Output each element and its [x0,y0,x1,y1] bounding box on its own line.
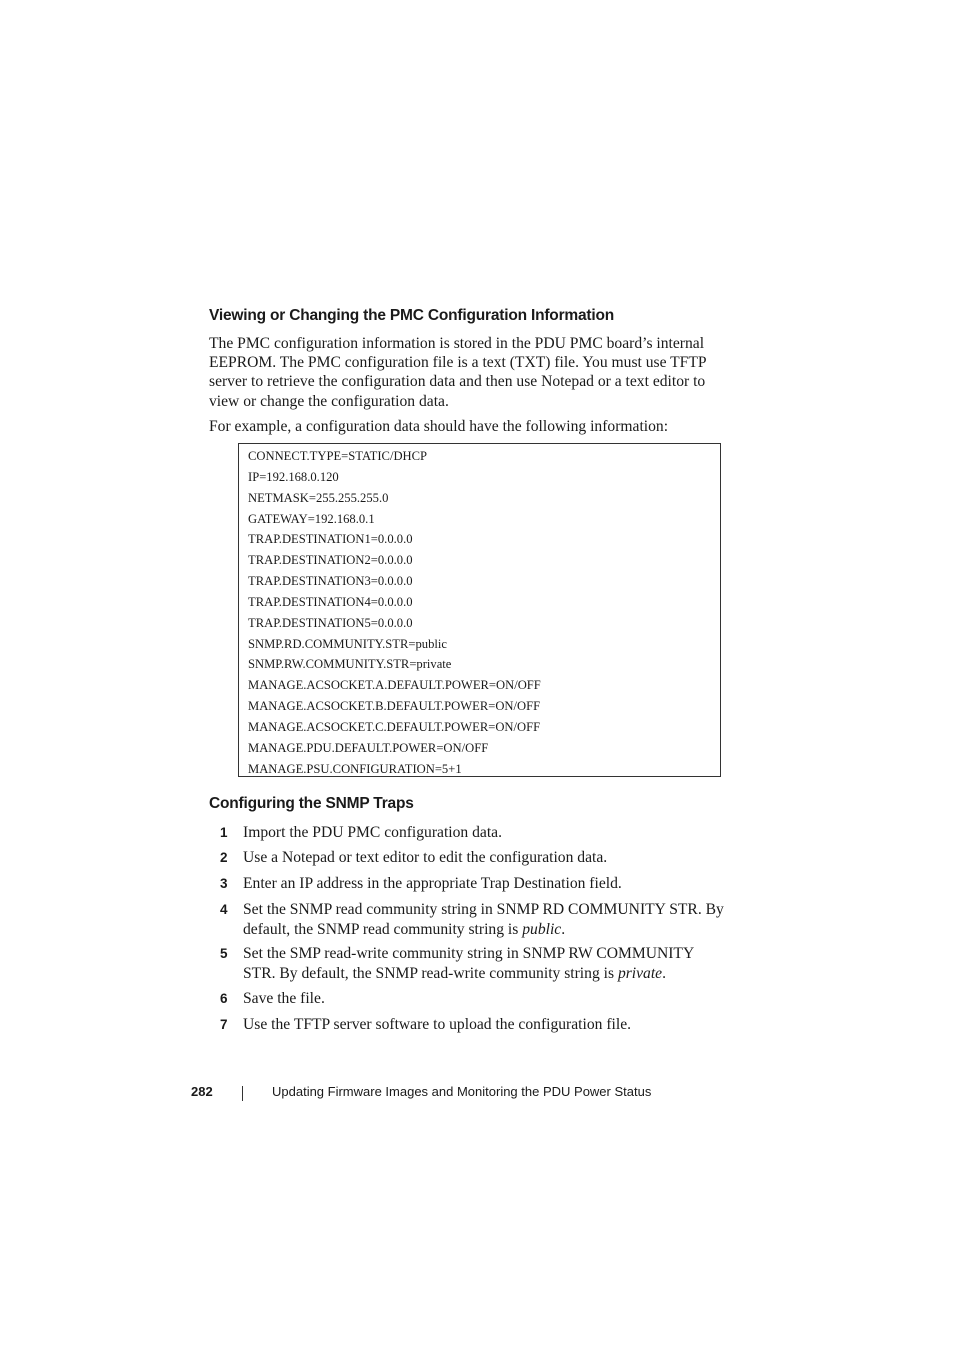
step-number: 1 [220,825,228,840]
config-line: TRAP.DESTINATION4=0.0.0.0 [248,594,413,609]
chapter-title: Updating Firmware Images and Monitoring the PDU Power Status [272,1084,652,1099]
config-line: MANAGE.ACSOCKET.B.DEFAULT.POWER=ON/OFF [248,699,541,714]
step-text: Use the TFTP server software to upload the configuration file. [243,1016,632,1033]
config-line: SNMP.RD.COMMUNITY.STR=public [248,636,447,651]
config-line: TRAP.DESTINATION5=0.0.0.0 [248,615,413,630]
config-example-box [238,443,721,777]
step-number: 2 [220,850,228,865]
page-footer [0,1084,954,1104]
step-emphasis: private [617,964,663,982]
config-line: IP=192.168.0.120 [248,469,339,484]
config-line: MANAGE.PSU.CONFIGURATION=5+1 [248,761,462,776]
config-line: SNMP.RW.COMMUNITY.STR=private [248,657,452,672]
step-text: Save the file. [243,990,325,1007]
step-text: Enter an IP address in the appropriate Trap Destination field. [243,875,622,892]
footer-divider [242,1086,243,1101]
config-line: MANAGE.PDU.DEFAULT.POWER=ON/OFF [248,740,489,755]
config-line: MANAGE.ACSOCKET.C.DEFAULT.POWER=ON/OFF [248,719,541,734]
config-line: TRAP.DESTINATION3=0.0.0.0 [248,574,413,589]
config-line: NETMASK=255.255.255.0 [248,490,389,505]
step-number: 7 [220,1017,228,1032]
step-number: 5 [220,946,228,961]
step-text-tail: . [662,964,667,982]
config-line: MANAGE.ACSOCKET.A.DEFAULT.POWER=ON/OFF [248,678,541,693]
step-text-container [243,944,725,983]
step-text: Set the SMP read-write community string in SNMP RW COMMUNITY STR. By default, the SNMP read-write community string is [243,945,694,982]
step-text: Set the SNMP read community string in SNMP RD COMMUNITY STR. By default, the SNMP read community string is [243,901,724,938]
step-text-container [243,900,725,939]
config-line: TRAP.DESTINATION2=0.0.0.0 [248,553,413,568]
page-number: 282 [191,1084,213,1099]
step-text: Import the PDU PMC configuration data. [243,824,502,841]
step-text-tail: . [561,920,566,938]
section-heading: Viewing or Changing the PMC Configuration Information [209,307,615,324]
intro-paragraph: The PMC configuration information is stored in the PDU PMC board’s internal EEPROM. The PMC configuration file is a text (TXT) file. You must use TFTP server to retrieve the configuration data and then use Notepad or a text editor to view or change the configuration data. [209,335,706,410]
example-paragraph: For example, a configuration data should have the following information: [209,418,669,435]
config-line: TRAP.DESTINATION1=0.0.0.0 [248,532,413,547]
section-heading-snmp-traps: Configuring the SNMP Traps [209,795,414,812]
step-text: Use a Notepad or text editor to edit the configuration data. [243,849,608,866]
step-number: 4 [220,902,228,917]
step-number: 6 [220,991,228,1006]
step-emphasis: public [522,920,562,938]
config-line: GATEWAY=192.168.0.1 [248,511,375,526]
config-line: CONNECT.TYPE=STATIC/DHCP [248,449,428,463]
step-number: 3 [220,876,228,891]
